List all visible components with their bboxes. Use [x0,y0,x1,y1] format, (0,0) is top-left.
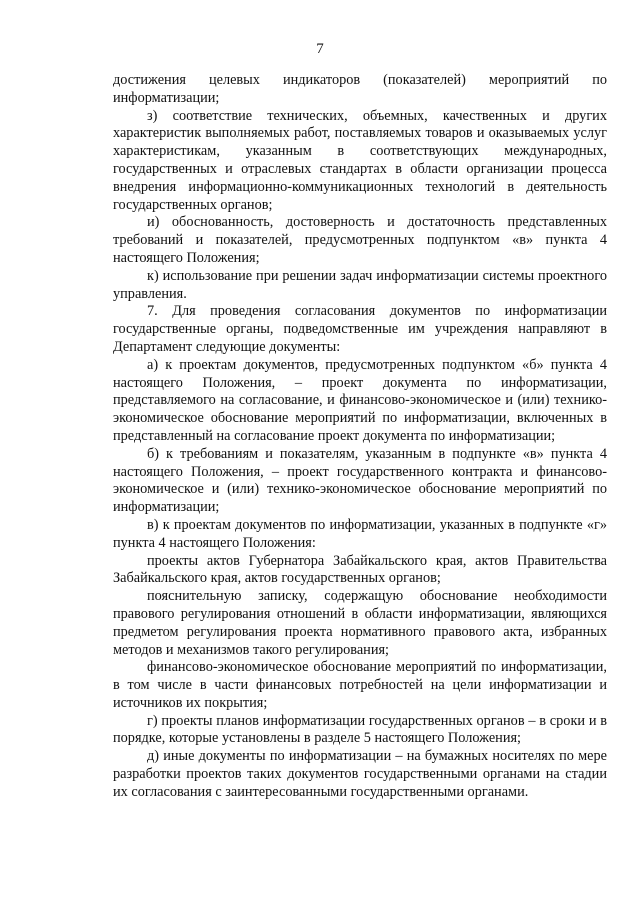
paragraph-item-b: б) к требованиям и показателям, указанным в подпункте «в» пункта 4 настоящего Положения, – проект государственного контракта и финансово-экономическое и (или) технико-экономическое обоснование мероприятий по информатизации; [113,445,607,516]
paragraph-item-k: к) использование при решении задач информатизации системы проектного управления. [113,267,607,302]
paragraph-clause-7: 7. Для проведения согласования документов по информатизации государственные органы, подведомственные им учреждения направляют в Департамент следующие документы: [113,303,607,355]
paragraph-item-d: д) иные документы по информатизации – на бумажных носителях по мере разработки проектов таких документов государственными органами на стадии их согласования с заинтересованными государственными органами. [113,748,607,800]
paragraph-continuation: достижения целевых индикаторов (показателей) мероприятий по информатизации; [113,72,607,106]
page-number: 7 [316,41,324,57]
paragraph-subitem-draft-acts: проекты актов Губернатора Забайкальского края, актов Правительства Забайкальского края, актов государственных органов; [113,552,607,587]
paragraph-subitem-explanatory-note: пояснительную записку, содержащую обоснование необходимости правового регулирования отношений в области информатизации, являющихся предметом регулирования проекта нормативного правового акта, избранных методов и механизмов такого регулирования; [113,588,607,658]
paragraph-item-z: з) соответствие технических, объемных, качественных и других характеристик выполняемых работ, поставляемых товаров и оказываемых услуг характеристикам, указанным в соответствующих международных, государственных и отраслевых стандартах в области организации процесса внедрения информационно-коммуникационных технологий в деятельность государственных органов; [113,107,607,213]
paragraph-item-a: а) к проектам документов, предусмотренных подпунктом «б» пункта 4 настоящего Положения, – проект документа по информатизации, представляемого на согласование, и финансово-экономическое и (или) технико-экономическое обоснование мероприятий по информатизации, включенных в представленный на согласование проект документа по информатизации; [113,356,607,444]
paragraph-item-i: и) обоснованность, достоверность и достаточность представленных требований и показателей, предусмотренных подпунктом «в» пункта 4 настоящего Положения; [113,214,607,266]
paragraph-subitem-financial-justification: финансово-экономическое обоснование мероприятий по информатизации, в том числе в части финансовых потребностей на цели информатизации и источников их покрытия; [113,659,607,711]
paragraph-item-v: в) к проектам документов по информатизации, указанных в подпункте «г» пункта 4 настоящего Положения: [113,516,607,551]
paragraph-item-g: г) проекты планов информатизации государственных органов – в сроки и в порядке, которые установлены в разделе 5 настоящего Положения; [113,712,607,747]
document-body [113,72,607,802]
